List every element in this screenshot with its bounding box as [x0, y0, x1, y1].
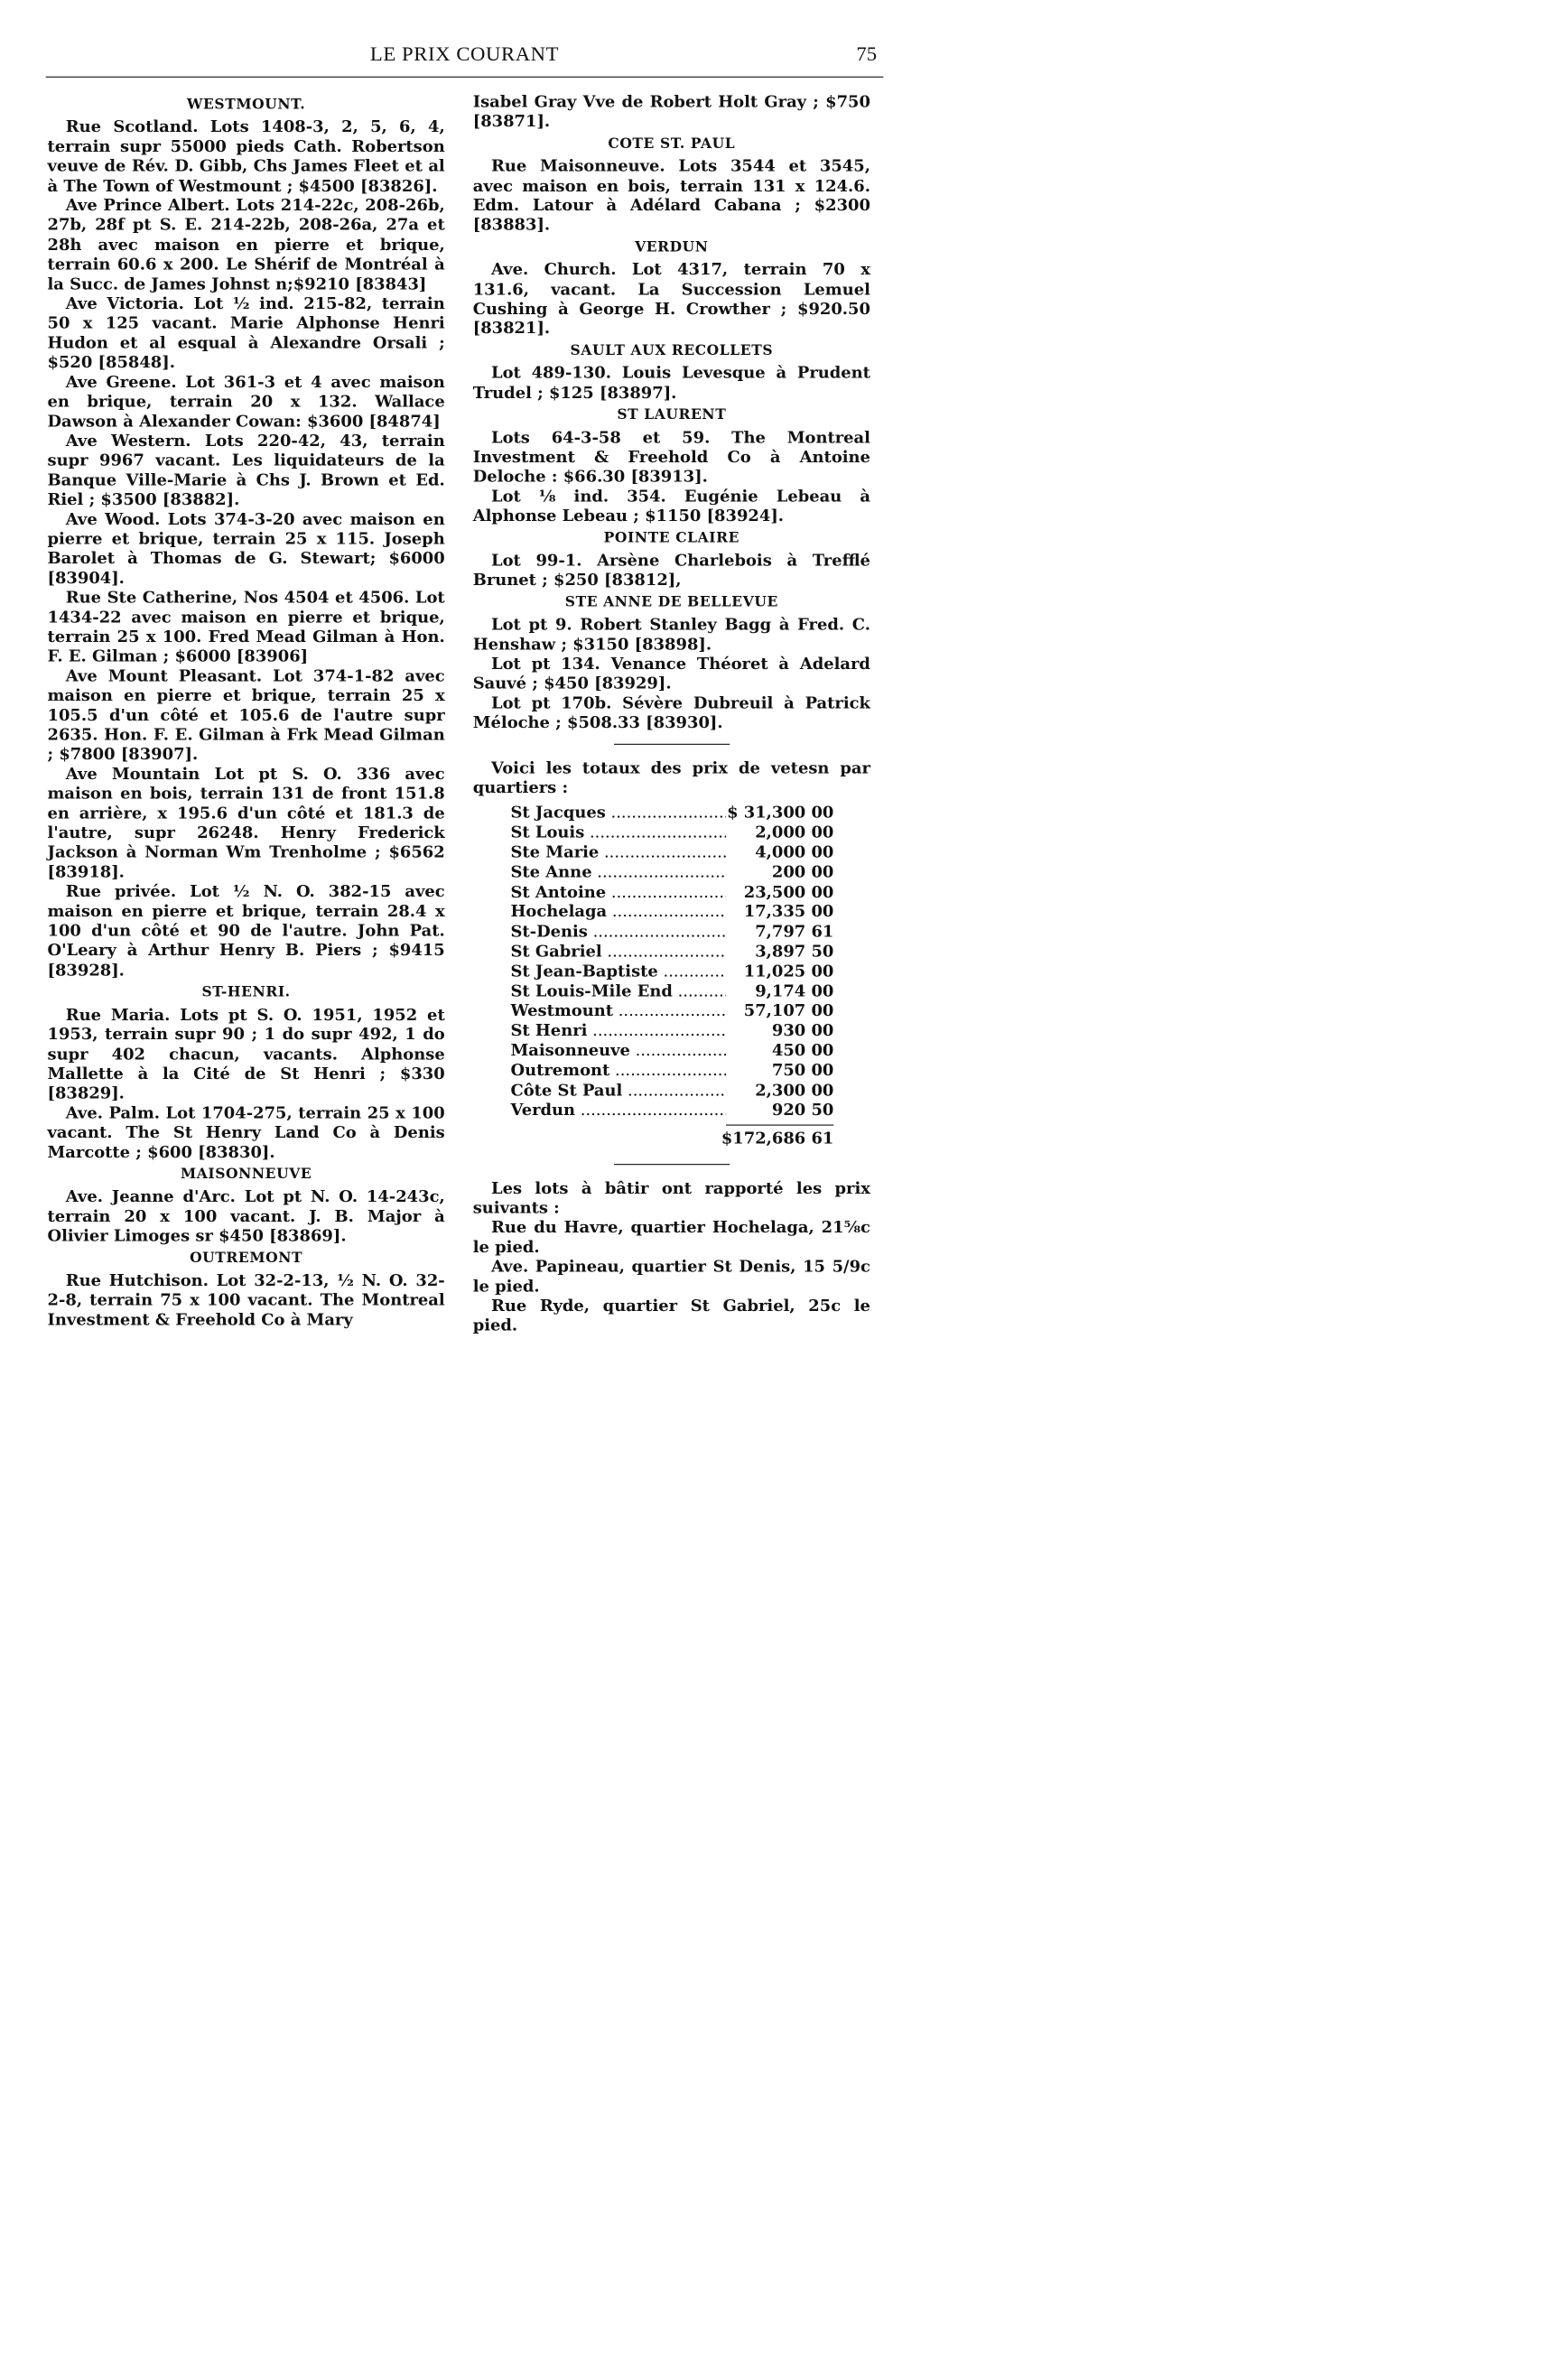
section-heading: WESTMOUNT.	[186, 96, 306, 113]
publication-title: LE PRIX COURANT	[369, 42, 560, 66]
sale-entry: Lot pt 170b. Sévère Dubreuil à Patrick Méloche ; $508.33 [83930].	[472, 693, 870, 732]
totals-row	[510, 962, 833, 981]
sale-entry: Ave. Church. Lot 4317, terrain 70 x 131.6, vacant. La Succession Lemuel Cushing à George H. Crowther ; $920.50 [83821].	[472, 260, 870, 339]
section-heading: VERDUN	[635, 238, 709, 256]
lot-price-item: Rue Ryde, quartier St Gabriel, 25c le pied.	[472, 1296, 870, 1335]
district-amount: $ 31,300 00	[727, 803, 834, 823]
totals-row	[510, 1101, 833, 1120]
totals-row	[510, 922, 833, 942]
sale-entry: Ave Western. Lots 220-42, 43, terrain supr 9967 vacant. Les liquidateurs de la Banque Ville-Marie à Chs J. Brown et Ed. Riel ; $3500 [83882].	[47, 431, 445, 509]
sale-entry: Rue Hutchison. Lot 32-2-13, ½ N. O. 32-2-8, terrain 75 x 100 vacant. The Montreal Investment & Freehold Co à Mary	[47, 1270, 445, 1330]
sale-entry: Lot pt 134. Venance Théoret à Adelard Sauvé ; $450 [83929].	[472, 654, 870, 693]
section-heading: ST-HENRI.	[201, 983, 291, 1000]
sale-entry: Ave Victoria. Lot ½ ind. 215-82, terrain 50 x 125 vacant. Marie Alphonse Henri Hudon et al esqual à Alexandre Orsali ; $520 [85848].	[47, 293, 445, 372]
page-header	[46, 42, 884, 69]
sale-entry: Ave Mountain Lot pt S. O. 336 avec maison en bois, terrain 131 de front 151.8 en arrière, x 195.6 d'un côté et 181.3 de l'autre, supr 26248. Henry Frederick Jackson à Norman Wm Trenholme ; $6562 [83918].	[47, 764, 445, 882]
district-name: St Louis .....	[510, 823, 726, 843]
sale-entry: Lot 489-130. Louis Levesque à Prudent Trudel ; $125 [83897].	[472, 363, 870, 403]
district-name: St Jacques .....	[510, 804, 726, 823]
right-column	[473, 93, 870, 1336]
right-column-entries	[473, 93, 870, 733]
section-rule	[614, 744, 730, 745]
sale-entry: Ave. Palm. Lot 1704-275, terrain 25 x 100 vacant. The St Henry Land Co à Denis Marcotte ; $600 [83830].	[47, 1103, 445, 1162]
page-number: 75	[856, 42, 878, 66]
section-heading: MAISONNEUVE	[180, 1166, 312, 1183]
totals-row	[510, 1001, 833, 1021]
totals-row	[510, 1021, 833, 1041]
district-name: St Gabriel .....	[510, 942, 726, 962]
sale-entry: Rue Maisonneuve. Lots 3544 et 3545, avec maison en bois, terrain 131 x 124.6. Edm. Latour à Adélard Cabana ; $2300 [83883].	[472, 156, 870, 235]
section-heading: STE ANNE DE BELLEVUE	[564, 593, 778, 610]
section-heading: COTE ST. PAUL	[608, 135, 736, 153]
sale-entry: Lots 64-3-58 et 59. The Montreal Investment & Freehold Co à Antoine Deloche : $66.30 [83913].	[472, 427, 870, 487]
district-amount: 23,500 00	[743, 882, 834, 902]
newspaper-page	[0, 0, 921, 1419]
left-column	[47, 93, 444, 1330]
district-name: Westmount .....	[510, 1001, 726, 1021]
district-amount: 4,000 00	[755, 842, 834, 862]
district-amount: 450 00	[771, 1041, 834, 1060]
sale-entry: Ave. Jeanne d'Arc. Lot pt N. O. 14-243c, terrain 20 x 100 vacant. J. B. Major à Olivier Limoges sr $450 [83869].	[47, 1186, 445, 1246]
sale-entry: Lot ⅛ ind. 354. Eugénie Lebeau à Alphonse Lebeau ; $1150 [83924].	[472, 487, 870, 525]
totals-table	[510, 804, 833, 1148]
district-name: Verdun .....	[510, 1101, 726, 1120]
totals-row	[510, 843, 833, 863]
district-name: Hochelaga .....	[510, 902, 726, 922]
sale-entry: Ave Prince Albert. Lots 214-22c, 208-26b, 27b, 28f pt S. E. 214-22b, 208-26a, 27a et 28h avec maison en pierre et brique, terrain 60.6 x 200. Le Shérif de Montréal à la Succ. de James Johnst n;$9210 [83843]	[47, 196, 445, 293]
district-amount: 750 00	[771, 1060, 834, 1080]
district-amount: 200 00	[771, 862, 834, 882]
section-heading: OUTREMONT	[190, 1250, 303, 1267]
lots-list	[473, 1218, 870, 1335]
district-amount: 57,107 00	[743, 1001, 834, 1020]
sale-entry: Lot pt 9. Robert Stanley Bagg à Fred. C. Henshaw ; $3150 [83898].	[472, 615, 870, 654]
district-name: Outremont .....	[510, 1061, 726, 1081]
district-name: St Henri .....	[510, 1021, 726, 1041]
totals-row	[510, 823, 833, 843]
sale-entry: Rue privée. Lot ½ N. O. 382-15 avec maison en pierre et brique, terrain 28.4 x 100 d'un côté et 90 de l'autre. John Pat. O'Leary à Arthur Henry B. Piers ; $9415 [83928].	[47, 882, 445, 980]
section-rule-2	[614, 1164, 730, 1165]
totals-row	[510, 1041, 833, 1061]
district-name: Côte St Paul .....	[510, 1081, 726, 1101]
lot-price-item: Rue du Havre, quartier Hochelaga, 21⅝c le pied.	[472, 1217, 870, 1257]
district-name: St-Denis .....	[510, 922, 726, 942]
totals-row	[510, 1061, 833, 1081]
sale-entry: Rue Scotland. Lots 1408-3, 2, 5, 6, 4, terrain supr 55000 pieds Cath. Robertson veuve de Rév. D. Gibb, Chs James Fleet et al à The Town of Westmount ; $4500 [83826].	[47, 117, 445, 196]
totals-row	[510, 882, 833, 902]
district-amount: 930 00	[771, 1021, 834, 1040]
district-name: Maisonneuve .....	[510, 1041, 726, 1061]
header-rule	[46, 77, 884, 78]
district-amount: 9,174 00	[755, 981, 834, 1001]
sale-entry: Ave Wood. Lots 374-3-20 avec maison en pierre et brique, terrain 25 x 115. Joseph Barolet à Thomas de G. Stewart; $6000 [83904].	[47, 509, 445, 588]
totals-intro: Voici les totaux des prix de vetesn par quartiers :	[472, 758, 870, 797]
district-name: St Louis-Mile End .....	[510, 981, 726, 1001]
district-amount: 920 50	[771, 1100, 834, 1120]
totals-row	[510, 1081, 833, 1101]
totals-row	[510, 981, 833, 1001]
totals-row	[510, 862, 833, 882]
grand-total: $172,686 61	[721, 1129, 834, 1148]
totals-row	[510, 902, 833, 922]
sale-entry: Rue Ste Catherine, Nos 4504 et 4506. Lot 1434-22 avec maison en pierre et brique, terrain 25 x 100. Fred Mead Gilman à Hon. F. E. Gilman ; $6000 [83906]	[47, 588, 445, 666]
district-name: St Antoine .....	[510, 882, 726, 902]
sum-rule	[726, 1125, 833, 1126]
district-name: Ste Anne .....	[510, 862, 726, 882]
district-name: St Jean-Baptiste .....	[510, 962, 726, 981]
district-amount: 2,300 00	[755, 1080, 834, 1100]
totals-row	[510, 942, 833, 962]
district-amount: 7,797 61	[755, 922, 834, 942]
lot-price-item: Ave. Papineau, quartier St Denis, 15 5/9c le pied.	[472, 1257, 870, 1296]
totals-row	[510, 804, 833, 823]
district-amount: 17,335 00	[743, 902, 834, 922]
sale-entry: Ave Mount Pleasant. Lot 374-1-82 avec maison en pierre et brique, terrain 25 x 105.5 d'un côté et 105.6 de l'autre supr 2635. Hon. F. E. Gilman à Frk Mead Gilman ; $7800 [83907].	[47, 666, 445, 765]
sale-entry: Ave Greene. Lot 361-3 et 4 avec maison en brique, terrain 20 x 132. Wallace Dawson à Alexander Cowan: $3600 [84874]	[47, 372, 445, 431]
lots-intro: Les lots à bâtir ont rapporté les prix suivants :	[472, 1178, 870, 1218]
section-heading: ST LAURENT	[617, 406, 727, 423]
district-name: Ste Marie .....	[510, 843, 726, 863]
sale-entry: Lot 99-1. Arsène Charlebois à Trefflé Brunet ; $250 [83812],	[472, 551, 870, 590]
district-amount: 11,025 00	[743, 962, 834, 981]
district-amount: 3,897 50	[755, 942, 834, 962]
district-amount: 2,000 00	[755, 823, 834, 842]
sale-entry: Rue Maria. Lots pt S. O. 1951, 1952 et 1953, terrain supr 90 ; 1 do supr 492, 1 do supr 402 chacun, vacants. Alphonse Mallette à la Cité de St Henri ; $330 [83829].	[47, 1005, 445, 1103]
section-heading: SAULT AUX RECOLLETS	[570, 342, 774, 359]
section-heading: POINTE CLAIRE	[603, 529, 740, 546]
continued-entry: Isabel Gray Vve de Robert Holt Gray ; $750 [83871].	[472, 92, 870, 132]
